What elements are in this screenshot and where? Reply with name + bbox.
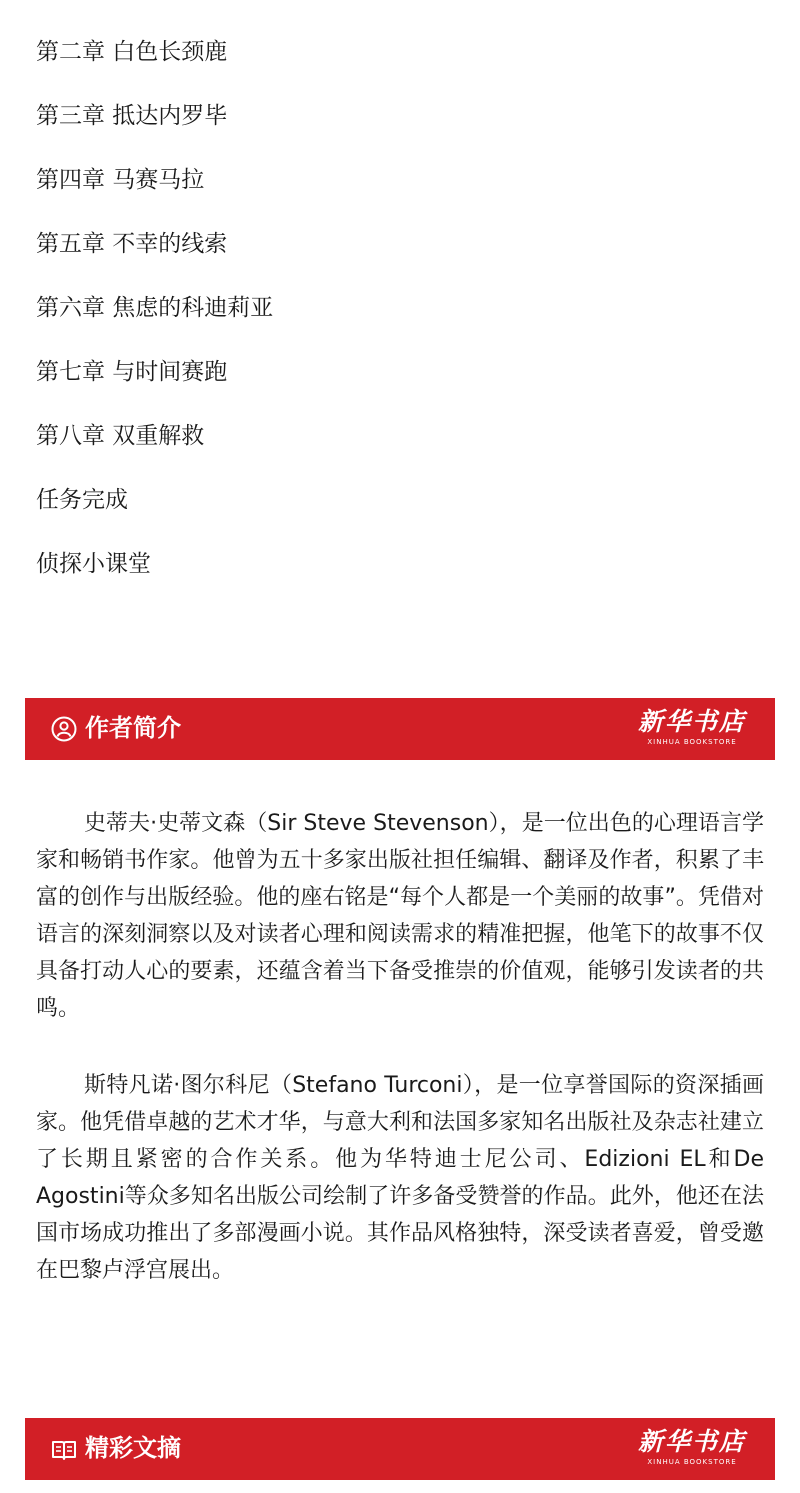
toc-item[interactable]: 第三章 抵达内罗毕 xyxy=(36,103,228,129)
brand-name-cn: 新华书店 xyxy=(637,707,746,736)
brand-name-en: XINHUA BOOKSTORE xyxy=(647,1458,737,1466)
section-title: 作者简介 xyxy=(85,714,181,742)
person-circle-icon xyxy=(51,716,77,742)
illustrator-bio-paragraph: 斯特凡诺·图尔科尼（Stefano Turconi），是一位享誉国际的资深插画家。他凭借卓越的艺术才华，与意大利和法国多家知名出版社及杂志社建立了长期且紧密的合作关系。他为华特迪士尼公司、Edizioni EL和De Agostini等众多知名出版公司绘制了许多备受赞誉的作品。此外，他还在法国市场成功推出了多部漫画小说。其作品风格独特，深受读者喜爱，曾受邀在巴黎卢浮宫展出。 xyxy=(36,1073,764,1283)
toc-item[interactable]: 任务完成 xyxy=(36,487,128,513)
brand-name-cn: 新华书店 xyxy=(637,1427,746,1456)
xinhua-bookstore-logo xyxy=(637,1426,747,1467)
toc-item[interactable]: 第四章 马赛马拉 xyxy=(36,167,205,193)
toc-item[interactable]: 第六章 焦虑的科迪莉亚 xyxy=(36,295,274,321)
toc-item[interactable]: 第五章 不幸的线索 xyxy=(36,231,228,257)
open-book-icon xyxy=(51,1436,77,1462)
xinhua-bookstore-logo xyxy=(637,706,747,747)
toc-item[interactable]: 第七章 与时间赛跑 xyxy=(36,359,228,385)
section-title: 精彩文摘 xyxy=(85,1434,181,1462)
toc-item[interactable]: 侦探小课堂 xyxy=(36,551,151,577)
toc-item[interactable]: 第二章 白色长颈鹿 xyxy=(36,39,228,65)
toc-item[interactable]: 第八章 双重解救 xyxy=(36,423,205,449)
brand-name-en: XINHUA BOOKSTORE xyxy=(647,738,737,746)
author-section-header xyxy=(25,698,775,760)
author-bio-paragraph: 史蒂夫·史蒂文森（Sir Steve Stevenson），是一位出色的心理语言学家和畅销书作家。他曾为五十多家出版社担任编辑、翻译及作者，积累了丰富的创作与出版经验。他的座右铭是“每个人都是一个美丽的故事”。凭借对语言的深刻洞察以及对读者心理和阅读需求的精准把握，他笔下的故事不仅具备打动人心的要素，还蕴含着当下备受推崇的价值观，能够引发读者的共鸣。 xyxy=(36,811,764,1021)
excerpt-section-header xyxy=(25,1418,775,1480)
